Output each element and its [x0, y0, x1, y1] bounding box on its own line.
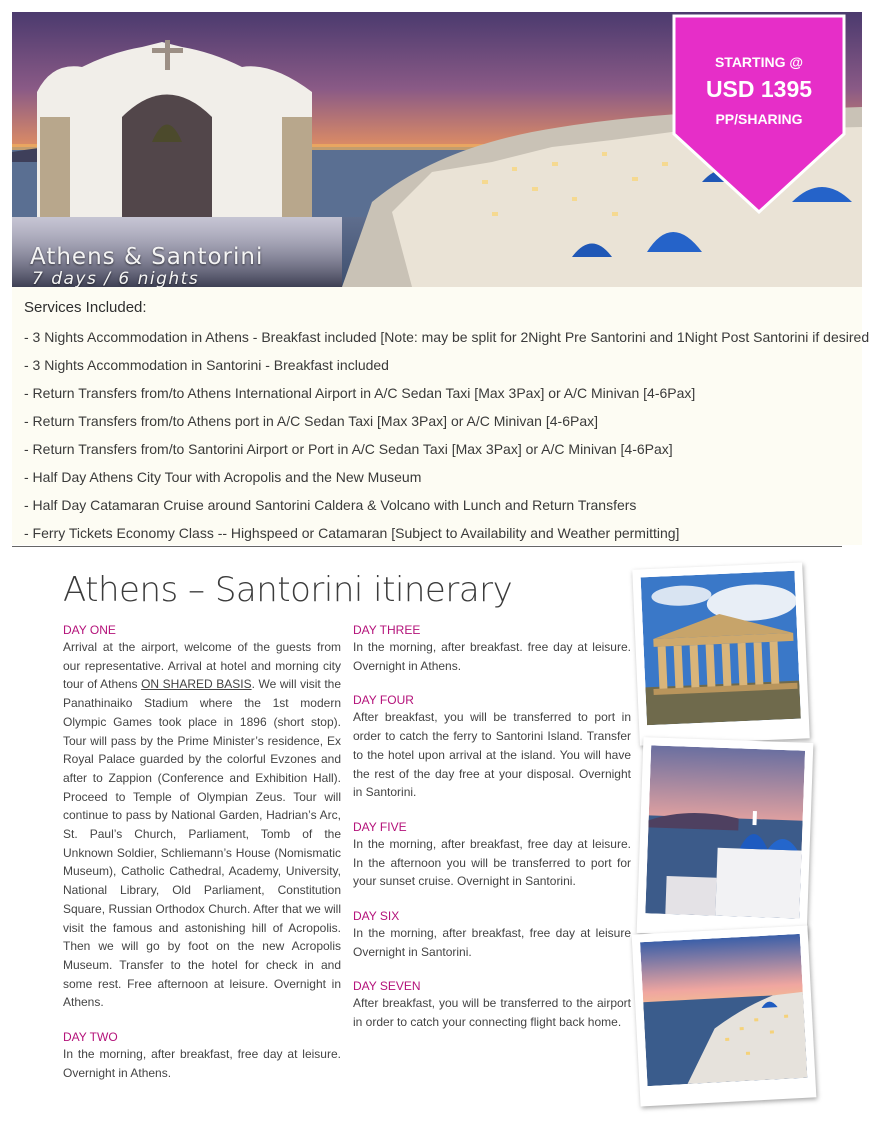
- polaroid-oia-village: [632, 926, 817, 1107]
- service-item: - 3 Nights Accommodation in Athens - Breakfast included [Note: may be split for 2Night Pre Santorini and 1Night Post Santorini if desired: [24, 329, 870, 345]
- day-one-text: [63, 638, 341, 1012]
- day-four-text: After breakfast, you will be transferred to port in order to catch the ferry to Santorini Island. Transfer to the hotel upon arrival at the island. You will have the rest of the day free at your disposal. Overnight in Santorini.: [353, 710, 631, 800]
- badge-price: USD 1395: [705, 76, 813, 102]
- service-item: - Return Transfers from/to Athens International Airport in A/C Sedan Taxi [Max 3Pax] or A/C Minivan [4-6Pax]: [24, 385, 696, 401]
- section-divider: [12, 546, 842, 547]
- day-one-text-a: Arrival at the airport, welcome of the guests from our representative. Arrival at hotel and morning city tour of Athens: [63, 640, 341, 692]
- services-title: Services Included:: [24, 299, 147, 316]
- santorini-domes-photo: [645, 745, 805, 918]
- day-three-heading: DAY THREE: [353, 623, 421, 637]
- service-item: - Half Day Athens City Tour with Acropolis and the New Museum: [24, 469, 422, 485]
- hero-title: Athens & Santorini: [30, 244, 264, 270]
- day-five-heading: DAY FIVE: [353, 819, 407, 834]
- services-list: [24, 328, 869, 552]
- day-one-text-b: . We will visit the Panathinaiko Stadium where the 1st modern Olympic Games took place in 1896 (short stop). Tour will pass by the Prime Minister’s residence, Ex Royal Palace guarded by the colorful Evzones and after to Zappion (Conference and Exhibition Hall). Proceed to Temple of Olympian Zeus. Tour will continue to pass by National Garden, Hadrian’s Arc, St. Paul’s Church, Parliament, Tomb of the Unknown Soldier, Schliemann’s House (Nomismatic Museum), Catholic Cathedral, Academy, University, National Library, Old Parliament, Constitution Square, Russian Orthodox Church. After that we will visit the famous and astonishing hill of Acropolis. Then we will go by foot on the new Acropolis Museum. Transfer to the hotel for check in and some rest. Free afternoon at leisure. Overnight in Athens.: [63, 677, 341, 1010]
- polaroid-santorini-domes: [637, 737, 814, 939]
- price-badge: [672, 14, 846, 214]
- service-item: - Return Transfers from/to Athens port in A/C Sedan Taxi [Max 3Pax] or A/C Minivan [4-6Pax]: [24, 413, 598, 429]
- badge-starting-label: STARTING @: [714, 54, 804, 70]
- service-item: - 3 Nights Accommodation in Santorini - Breakfast included: [24, 357, 389, 373]
- polaroid-parthenon: [632, 562, 810, 745]
- itinerary-title: Athens – Santorini itinerary: [63, 570, 513, 610]
- service-item: - Return Transfers from/to Santorini Airport or Port in A/C Sedan Taxi [Max 3Pax] or A/C Minivan [4-6Pax]: [24, 441, 673, 457]
- shared-basis-text: ON SHARED BASIS: [141, 677, 252, 692]
- day-five-text: In the morning, after breakfast, free day at leisure. In the afternoon you will be transferred to port for your sunset cruise. Overnight in Santorini.: [353, 836, 631, 889]
- day-seven-heading: DAY SEVEN: [353, 979, 421, 994]
- day-six-text: In the morning, after breakfast, free day at leisure Overnight in Santorini.: [353, 926, 631, 959]
- parthenon-photo: [641, 571, 801, 726]
- oia-village-photo: [640, 934, 807, 1086]
- itinerary-left-column: [63, 620, 341, 1082]
- day-three-text: In the morning, after breakfast. free day at leisure. Overnight in Athens.: [353, 640, 631, 673]
- service-item: - Half Day Catamaran Cruise around Santorini Caldera & Volcano with Lunch and Return Transfers: [24, 497, 637, 513]
- day-four-heading: DAY FOUR: [353, 693, 414, 708]
- hero-subtitle: 7 days / 6 nights: [32, 269, 200, 287]
- day-two-heading: DAY TWO: [63, 1030, 118, 1045]
- day-six-heading: DAY SIX: [353, 909, 400, 924]
- service-item: - Ferry Tickets Economy Class -- Highspeed or Catamaran [Subject to Availability and Weather permitting]: [24, 525, 680, 541]
- badge-sharing-label: PP/SHARING: [715, 111, 803, 127]
- day-seven-text: After breakfast, you will be transferred to the airport in order to catch your connecting flight back home.: [353, 996, 631, 1030]
- day-one-heading: DAY ONE: [63, 623, 116, 637]
- day-two-text: In the morning, after breakfast, free day at leisure. Overnight in Athens.: [63, 1047, 341, 1080]
- itinerary-right-column: [353, 620, 631, 1032]
- services-section: [12, 287, 870, 545]
